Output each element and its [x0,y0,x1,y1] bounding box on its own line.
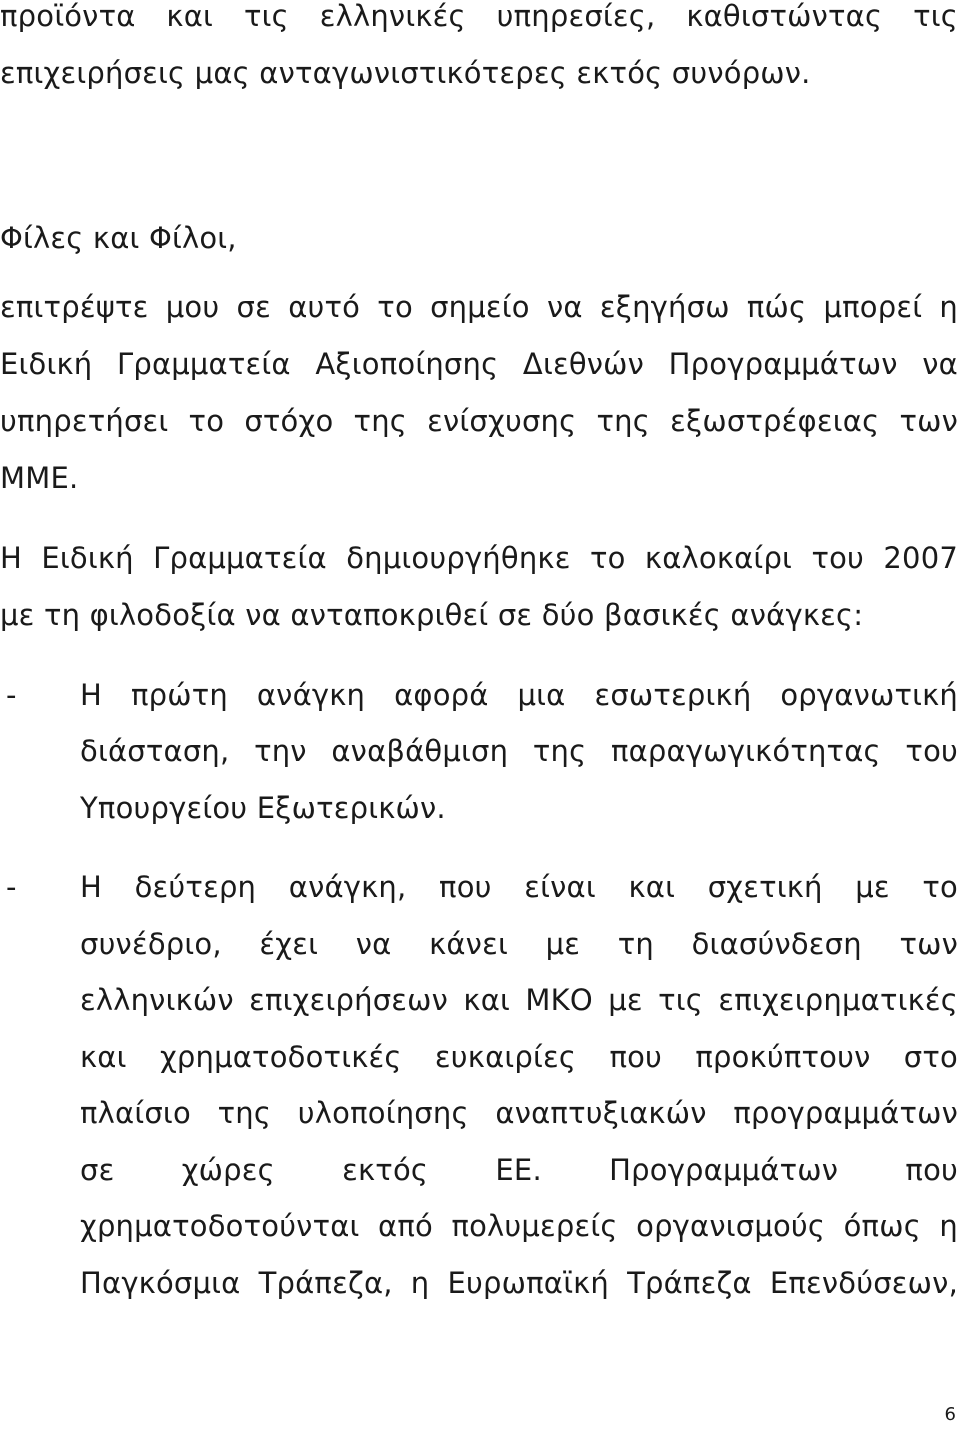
intro-line-1: προϊόντα και τις ελληνικές υπηρεσίες, καθιστώντας τις [0,0,958,33]
greeting: Φίλες και Φίλοι, [0,221,237,255]
para1-line-1: επιτρέψτε μου σε αυτό το σημείο να εξηγήσω πώς μπορεί η [0,290,958,324]
para2-line-2: με τη φιλοδοξία να ανταποκριθεί σε δύο βασικές ανάγκες: [0,598,864,632]
para2-line-1: Η Ειδική Γραμματεία δημιουργήθηκε το καλοκαίρι του 2007 [0,541,958,575]
para1-line-4: ΜΜΕ. [0,461,79,495]
bullet-1-line-3: Υπουργείου Εξωτερικών. [80,791,446,825]
bullet-2-line-5: πλαίσιο της υλοποίησης αναπτυξιακών προγραμμάτων [80,1096,958,1130]
bullet-1-line-1: Η πρώτη ανάγκη αφορά μια εσωτερική οργανωτική [80,678,958,712]
intro-line-2: επιχειρήσεις μας ανταγωνιστικότερες εκτός συνόρων. [0,56,811,90]
bullet-2-line-4: και χρηματοδοτικές ευκαιρίες που προκύπτουν στο [80,1040,958,1074]
para1-line-3: υπηρετήσει το στόχο της ενίσχυσης της εξωστρέφειας των [0,404,958,438]
bullet-1-line-2: διάσταση, την αναβάθμιση της παραγωγικότητας του [80,734,958,768]
bullet-2-marker: - [6,870,17,904]
bullet-1-marker: - [6,678,17,712]
bullet-2-line-8: Παγκόσμια Τράπεζα, η Ευρωπαϊκή Τράπεζα Επενδύσεων, [80,1266,958,1300]
bullet-2-line-1: Η δεύτερη ανάγκη, που είναι και σχετική με το [80,870,958,904]
page-number: 6 [944,1404,956,1425]
para1-line-2: Ειδική Γραμματεία Αξιοποίησης Διεθνών Προγραμμάτων να [0,347,958,381]
bullet-2-line-2: συνέδριο, έχει να κάνει με τη διασύνδεση των [80,927,958,961]
bullet-2-line-7: χρηματοδοτούνται από πολυμερείς οργανισμούς όπως η [80,1209,958,1243]
bullet-2-line-6: σε χώρες εκτός ΕΕ. Προγραμμάτων που [80,1153,958,1187]
bullet-2-line-3: ελληνικών επιχειρήσεων και ΜΚΟ με τις επιχειρηματικές [80,983,958,1017]
